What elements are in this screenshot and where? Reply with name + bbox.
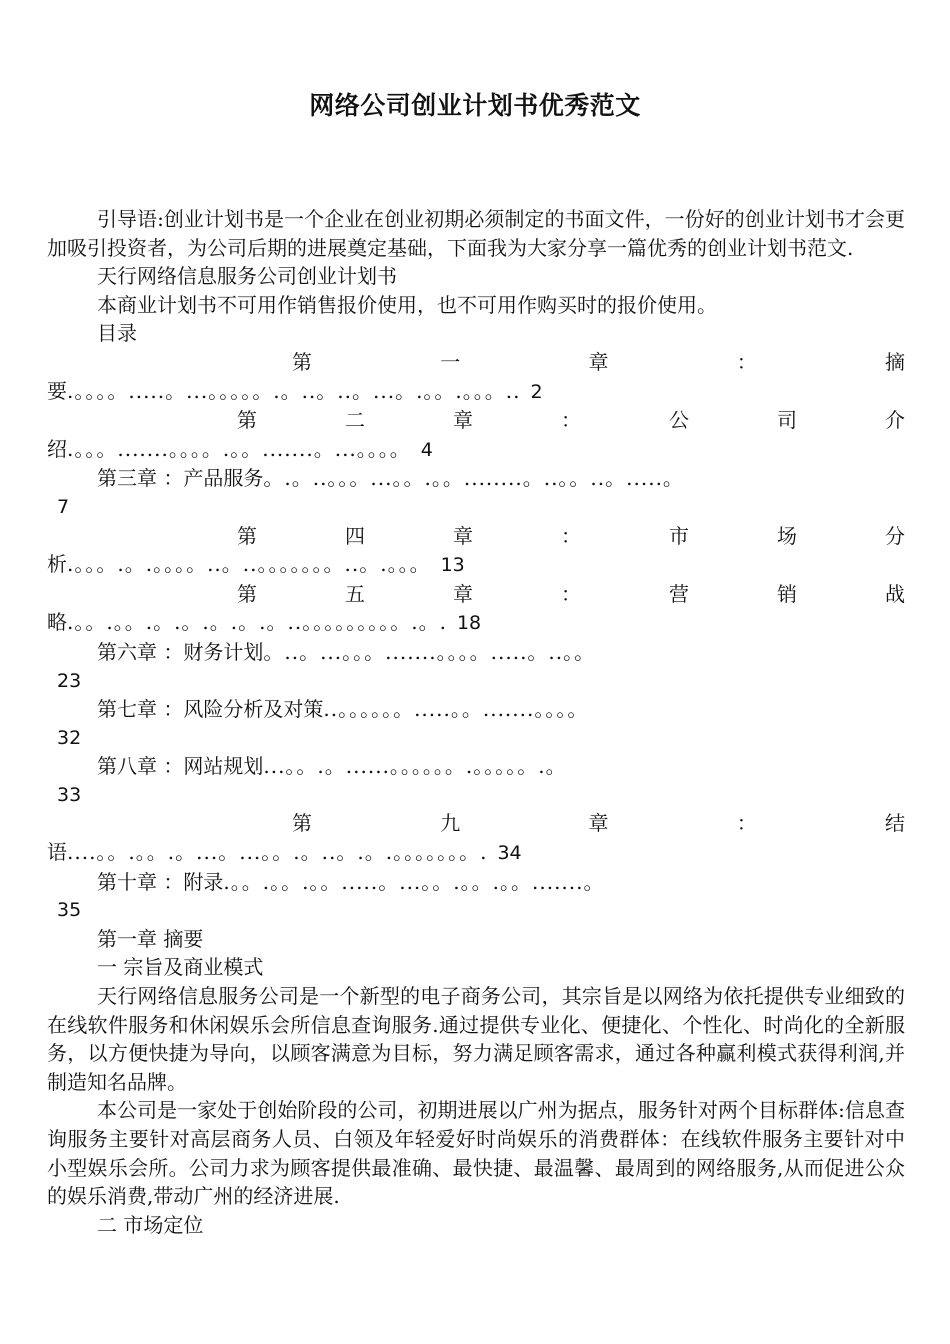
toc-entry[interactable] bbox=[47, 868, 905, 897]
toc-entry-cont: 析 bbox=[47, 552, 67, 577]
toc-heading-char: 销 bbox=[777, 581, 797, 606]
document-title: 网络公司创业计划书优秀范文 bbox=[309, 91, 641, 120]
paragraph-1: 天行网络信息服务公司是一个新型的电子商务公司，其宗旨是以网络为依托提供专业细致的在线软件服务和休闲娱乐会所信息查询服务.通过提供专业化、便捷化、个性化、时尚化的全新服务，以方便快捷为导向，以顾客满意为目标，努力满足顾客需求，通过各种赢利模式获得利润,并制造知名品牌。 bbox=[47, 984, 905, 1094]
toc-label: 目录 bbox=[97, 321, 137, 346]
section-1-heading: 一 宗旨及商业模式 bbox=[97, 955, 264, 980]
toc-heading-char: 第 bbox=[237, 408, 257, 433]
toc-entry-line[interactable] bbox=[47, 838, 905, 868]
disclaimer: 本商业计划书不可用作销售报价使用，也不可用作购买时的报价使用。 bbox=[97, 292, 717, 317]
toc-entry-line[interactable] bbox=[47, 550, 905, 580]
toc-entry-title: 第六章 ：财务计划 bbox=[97, 639, 264, 664]
toc-heading-char: 一 bbox=[440, 349, 461, 374]
section-2-heading: 二 市场定位 bbox=[97, 1212, 204, 1237]
toc-heading-char: 第 bbox=[237, 523, 257, 548]
document-body bbox=[47, 205, 905, 1239]
toc-heading-char: 第 bbox=[292, 349, 312, 374]
toc-heading-char: 摘 bbox=[885, 349, 905, 374]
toc-entry-line[interactable] bbox=[47, 377, 905, 407]
toc-page-number: 7 bbox=[57, 495, 70, 518]
toc-entry-cont: 略 bbox=[47, 610, 67, 635]
toc-heading-char: 章 bbox=[453, 523, 473, 548]
toc-entry-cont: 语 bbox=[47, 840, 67, 865]
toc-leader-dots: .。。。.。.。。。。..。..。。。。。。。..。.。。。 bbox=[67, 552, 431, 577]
toc-page-number: 32 bbox=[57, 726, 82, 749]
toc-page-number: 18 bbox=[456, 612, 482, 635]
toc-page-number: 35 bbox=[57, 899, 82, 922]
toc-leader-dots: ..。。。。。。.....。。.......。。。。 bbox=[323, 697, 589, 722]
toc-entry-heading bbox=[47, 406, 905, 435]
toc-page-number: 34 bbox=[497, 842, 522, 865]
toc-entry-title: 第三章 ：产品服务 bbox=[97, 466, 264, 491]
table-of-contents bbox=[47, 348, 905, 925]
toc-heading-char: 司 bbox=[777, 408, 797, 433]
toc-entry-cont: 要 bbox=[47, 378, 67, 403]
toc-heading-char: ： bbox=[561, 581, 581, 606]
toc-leader-dots: .。。.。。.。。.....。...。。.。。.。。.......。 bbox=[223, 869, 605, 894]
toc-entry[interactable] bbox=[47, 695, 905, 724]
toc-entry-heading bbox=[47, 580, 905, 609]
toc-heading-char: 第 bbox=[237, 581, 257, 606]
toc-heading-char: 结 bbox=[885, 811, 905, 836]
toc-entry[interactable] bbox=[47, 464, 905, 493]
toc-leader-dots: 。.。..。。。...。。.。。........。..。。..。.....。 bbox=[263, 466, 684, 491]
toc-entry-line[interactable] bbox=[47, 608, 905, 638]
chapter-1-heading: 第一章 摘要 bbox=[97, 926, 204, 951]
toc-page-number: 13 bbox=[440, 554, 465, 577]
toc-heading-char: ： bbox=[736, 811, 757, 836]
toc-heading-char: 四 bbox=[345, 523, 365, 548]
toc-heading-char: 分 bbox=[885, 523, 905, 548]
toc-entry[interactable] bbox=[47, 638, 905, 667]
toc-heading-char: 市 bbox=[669, 523, 689, 548]
toc-heading-char: 营 bbox=[669, 581, 689, 606]
toc-heading-char: 场 bbox=[777, 523, 797, 548]
toc-entry-heading bbox=[47, 522, 905, 551]
toc-leader-dots: .。。。。.....。...。。。。。.。..。..。...。.。。.。。。.. bbox=[67, 378, 521, 403]
toc-entry-cont: 绍 bbox=[47, 436, 67, 461]
toc-heading-char: ： bbox=[561, 408, 581, 433]
toc-heading-char: 二 bbox=[345, 408, 365, 433]
toc-heading-char: 章 bbox=[588, 349, 609, 374]
toc-entry[interactable] bbox=[47, 752, 905, 781]
toc-heading-char: 章 bbox=[453, 408, 473, 433]
toc-leader-dots: 。..。...。。。.......。。。。.....。..。。 bbox=[263, 639, 596, 664]
toc-entry-heading bbox=[47, 348, 905, 377]
toc-leader-dots: ...。。.。......。。。。。。.。。。。。.。 bbox=[263, 754, 567, 779]
plan-title: 天行网络信息服务公司创业计划书 bbox=[97, 264, 397, 289]
toc-heading-char: 介 bbox=[885, 408, 905, 433]
toc-heading-char: 九 bbox=[440, 811, 461, 836]
toc-heading-char: 公 bbox=[669, 408, 689, 433]
toc-entry-heading bbox=[47, 809, 905, 838]
toc-leader-dots: ....。。.。。.。...。...。。.。..。.。.。。。。。。。. bbox=[67, 840, 488, 865]
toc-heading-char: 战 bbox=[885, 581, 905, 606]
toc-entry-title: 第七章 ：风险分析及对策 bbox=[97, 697, 324, 722]
toc-page-number: 2 bbox=[530, 380, 543, 403]
toc-page-number: 33 bbox=[57, 783, 82, 806]
toc-heading-char: 第 bbox=[292, 811, 312, 836]
toc-leader-dots: .。。.。。.。.。.。.。.。..。。。。。。。。。.。. bbox=[67, 610, 447, 635]
toc-page-number: 23 bbox=[57, 669, 82, 692]
toc-heading-char: ： bbox=[736, 349, 757, 374]
toc-heading-char: ： bbox=[561, 523, 581, 548]
toc-leader-dots: .。。。.......。。。。.。。.......。...。。。。 bbox=[67, 436, 411, 461]
toc-heading-char: 五 bbox=[345, 581, 365, 606]
toc-heading-char: 章 bbox=[588, 811, 609, 836]
toc-entry-title: 第十章 ：附录 bbox=[97, 869, 224, 894]
intro-paragraph: 引导语:创业计划书是一个企业在创业初期必须制定的书面文件，一份好的创业计划书才会更加吸引投资者，为公司后期的进展奠定基础，下面我为大家分享一篇优秀的创业计划书范文. bbox=[47, 207, 905, 260]
toc-entry-title: 第八章 ：网站规划 bbox=[97, 754, 264, 779]
toc-heading-char: 章 bbox=[453, 581, 473, 606]
toc-entry-line[interactable] bbox=[47, 435, 905, 465]
paragraph-2: 本公司是一家处于创始阶段的公司，初期进展以广州为据点，服务针对两个目标群体:信息查询服务主要针对高层商务人员、白领及年轻爱好时尚娱乐的消费群体：在线软件服务主要针对中小型娱乐会所。公司力求为顾客提供最准确、最快捷、最温馨、最周到的网络服务,从而促进公众的娱乐消费,带动广州的经济进展. bbox=[47, 1098, 905, 1209]
toc-page-number: 4 bbox=[420, 438, 433, 461]
